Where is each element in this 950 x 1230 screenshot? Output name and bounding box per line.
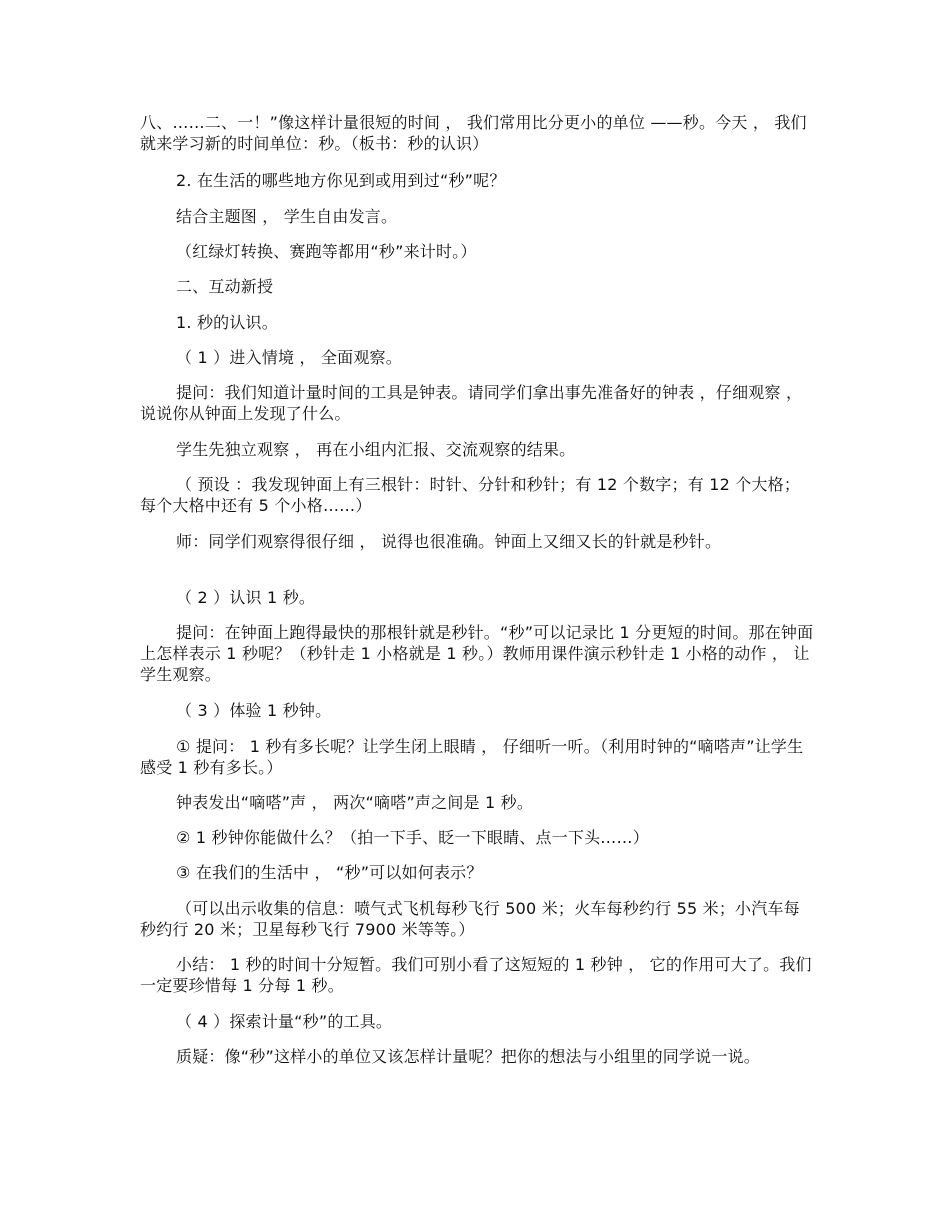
subheading-know-second: 1. 秒的认识。: [176, 313, 278, 332]
paragraph-listen-tick: ① 提问： 1 秒有多长呢？让学生闭上眼睛 ， 仔细听一听。（利用时钟的“嘀嗒声”让学生感受 1 秒有多长。）: [140, 737, 804, 777]
paragraph-speed-examples: （可以出示收集的信息：喷气式飞机每秒飞行 500 米；火车每秒约行 55 米；小汽车每秒约行 20 米；卫星每秒飞行 7900 米等等。）: [140, 899, 800, 939]
step-3-experience-second: （ 3 ）体验 1 秒钟。: [176, 701, 332, 720]
paragraph-preset-findings: （ 预设 ：我发现钟面上有三根针：时针、分针和秒针；有 12 个数字；有 12 个大格；每个大格中还有 5 个小格……）: [140, 475, 801, 515]
step-1-enter-scenario: （ 1 ）进入情境 ， 全面观察。: [176, 348, 402, 367]
paragraph-student-observe: 学生先独立观察 ， 再在小组内汇报、交流观察的结果。: [176, 440, 576, 459]
paragraph-intro: 八、……二、一！”像这样计量很短的时间 ， 我们常用比分更小的单位 ——秒。今天 ， 我们就来学习新的时间单位：秒。（板书：秒的认识）: [140, 113, 807, 153]
paragraph-question-2: 2. 在生活的哪些地方你见到或用到过“秒”呢？: [176, 171, 506, 190]
paragraph-fastest-hand: 提问：在钟面上跑得最快的那根针就是秒针。“秒”可以记录比 1 分更短的时间。那在钟面上怎样表示 1 秒呢？（秒针走 1 小格就是 1 秒。）教师用课件演示秒针走 1 小格的动作 ， 让学生观察。: [140, 623, 814, 684]
paragraph-what-in-one-second: ② 1 秒钟你能做什么？（拍一下手、眨一下眼睛、点一下头……）: [176, 828, 649, 847]
step-2-know-one-second: （ 2 ）认识 1 秒。: [176, 588, 316, 607]
paragraph-second-in-life: ③ 在我们的生活中 ， “秒”可以如何表示？: [176, 863, 483, 882]
paragraph-teacher-second-hand: 师：同学们观察得很仔细 ， 说得也很准确。钟面上又细又长的针就是秒针。: [176, 532, 722, 551]
paragraph-traffic-light-example: （红绿灯转换、赛跑等都用“秒”来计时。）: [176, 242, 477, 261]
paragraph-tick-sound: 钟表发出“嘀嗒”声 ， 两次“嘀嗒”声之间是 1 秒。: [176, 793, 534, 812]
paragraph-summary: 小结： 1 秒的时间十分短暂。我们可别小看了这短短的 1 秒钟 ， 它的作用可大了。我们一定要珍惜每 1 分每 1 秒。: [140, 955, 812, 995]
step-4-explore-tools: （ 4 ）探索计量“秒”的工具。: [176, 1012, 393, 1031]
paragraph-theme-discussion: 结合主题图 ， 学生自由发言。: [176, 207, 398, 226]
paragraph-how-to-measure: 质疑：像“秒”这样小的单位又该怎样计量呢？把你的想法与小组里的同学说一说。: [176, 1047, 760, 1066]
section-heading-interactive-teaching: 二、互动新授: [176, 277, 274, 296]
paragraph-question-clock-tool: 提问：我们知道计量时间的工具是钟表。请同学们拿出事先准备好的钟表 ，仔细观察 ， 说说你从钟面上发现了什么。: [140, 383, 803, 423]
